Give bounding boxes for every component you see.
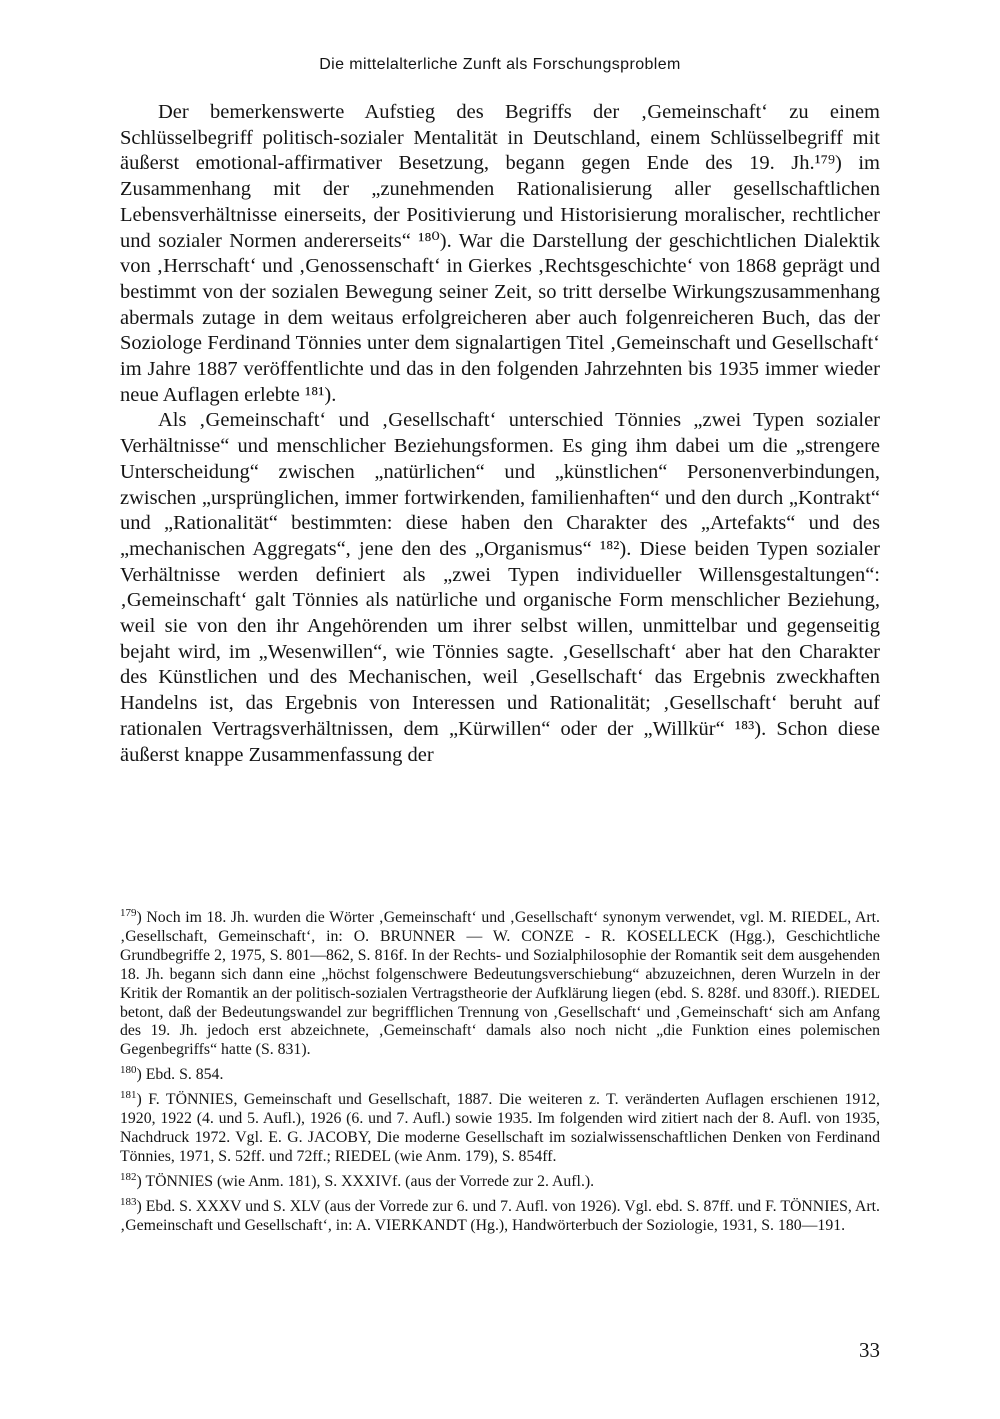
page-number: 33 [859,1338,880,1362]
body-paragraph: Der bemerkenswerte Aufstieg des Begriffs der ‚Gemeinschaft‘ zu einem Schlüsselbegriff politisch-sozialer Mentalität in Deutschland, einem Schlüsselbegriff mit äußerst emotional-affirmativer Besetzung, begann gegen Ende des 19. Jh.¹⁷⁹) im Zusammenhang mit der „zunehmenden Rationalisierung aller gesellschaftlichen Lebensverhältnisse einerseits, der Positivierung und Historisierung moralischer, rechtlicher und sozialer Normen andererseits“ ¹⁸⁰). War die Darstellung der geschichtlichen Dialektik von ‚Herrschaft‘ und ‚Genossenschaft‘ in Gierkes ‚Rechtsgeschichte‘ von 1868 geprägt und bestimmt von der sozialen Bewegung seiner Zeit, so tritt derselbe Wirkungszusammenhang abermals zutage in dem weitaus erfolgreicheren aber auch folgenreicheren Buch, das der Soziologe Ferdinand Tönnies unter dem signalartigen Titel ‚Gemeinschaft und Gesellschaft‘ im Jahre 1887 veröffentlichte und das in den folgenden Jahrzehnten bis 1935 immer wieder neue Auflagen erlebte ¹⁸¹). [120,101,880,406]
footnote-text: TÖNNIES (wie Anm. 181), S. XXXIVf. (aus der Vorrede zur 2. Aufl.). [145,1172,595,1190]
footnote-182: $^{182}$) TÖNNIES (wie Anm. 181), S. XXXIVf. (aus der Vorrede zur 2. Aufl.). [120,1170,595,1190]
footnote-text: Ebd. S. 854. [145,1066,224,1084]
footnote-marker: 183 [120,1195,137,1208]
footnotes [120,904,880,1237]
footnote-text: Ebd. S. XXXV und S. XLV (aus der Vorrede zur 6. und 7. Aufl. von 1926). Vgl. ebd. S. 87ff. und F. TÖNNIES, Art. ‚Gemeinschaft und Gesellschaft‘, in: A. VIERKANDT (Hg.), Handwörterbuch der Soziologie, 1931, S. 180—191. [120,1197,880,1234]
footnote-marker: 179 [120,907,137,919]
footnote-text: F. TÖNNIES, Gemeinschaft und Gesellschaft, 1887. Die weiteren z. T. veränderten Auflagen erschienen 1912, 1920, 1922 (4. und 5. Aufl.), 1926 (6. und 7. Aufl.) sowie 1935. Im folgenden wird zitiert nach der 8. Aufl. von 1935, Nachdruck 1972. Vgl. E. G. JACOBY, Die moderne Gesellschaft im sozialwissenschaftlichen Denken von Ferdinand Tönnies, 1971, S. 52ff. und 72ff.; RIEDEL (wie Anm. 179), S. 854ff. [120,1091,880,1165]
footnote-marker: 180 [120,1064,137,1077]
footnote-179: $^{179}$) Noch im 18. Jh. wurden die Wörter ‚Gemeinschaft‘ und ‚Gesellschaft‘ synonym verwendet, vgl. M. RIEDEL, Art. ‚Gesellschaft, Gemeinschaft‘, in: O. BRUNNER — W. CONZE - R. KOSELLECK (Hgg.), Geschichtliche Grundbegriffe 2, 1975, S. 801—862, S. 816f. In der Rechts- und Sozialphilosophie der Romantik seit dem ausgehenden 18. Jh. begann sich dann eine „höchst folgenschwere Bedeutungsverschiebung“ abzuzeichnen, deren Wurzeln in der Kritik der Romantik an der politisch-sozialen Vertragstheorie der Aufklärung liegen (ebd. S. 828f. und 830ff.). RIEDEL betont, daß der Bedeutungswandel zur begrifflichen Trennung von ‚Gesellschaft‘ und ‚Gemeinschaft‘ sich am Anfang des 19. Jh. jedoch erst abzeichnete, ‚Gemeinschaft‘ damals also noch nicht „die Funktion eines polemischen Gegenbegriffs“ hatte (S. 831). [120,907,880,1059]
footnote-marker: 182 [120,1170,137,1183]
running-head: Die mittelalterliche Zunft als Forschungsproblem [319,56,681,73]
body-text [120,100,880,768]
footnote-180: $^{180}$) Ebd. S. 854. [120,1064,224,1084]
footnote-183: $^{183}$) Ebd. S. XXXV und S. XLV (aus der Vorrede zur 6. und 7. Aufl. von 1926). Vgl. ebd. S. 87ff. und F. TÖNNIES, Art. ‚Gemeinschaft und Gesellschaft‘, in: A. VIERKANDT (Hg.), Handwörterbuch der Soziologie, 1931, S. 180—191. [120,1195,880,1234]
footnote-text: Noch im 18. Jh. wurden die Wörter ‚Gemeinschaft‘ und ‚Gesellschaft‘ synonym verwendet, vgl. M. RIEDEL, Art. ‚Gesellschaft, Gemeinschaft‘, in: O. BRUNNER — W. CONZE - R. KOSELLECK (Hgg.), Geschichtliche Grundbegriffe 2, 1975, S. 801—862, S. 816f. In der Rechts- und Sozialphilosophie der Romantik seit dem ausgehenden 18. Jh. begann sich dann eine „höchst folgenschwere Bedeutungsverschiebung“ abzuzeichnen, deren Wurzeln in der Kritik der Romantik an der politisch-sozialen Vertragstheorie der Aufklärung liegen (ebd. S. 828f. und 830ff.). RIEDEL betont, daß der Bedeutungswandel zur begrifflichen Trennung von ‚Gesellschaft‘ und ‚Gemeinschaft‘ sich am Anfang des 19. Jh. jedoch erst abzeichnete, ‚Gemeinschaft‘ damals also noch nicht „die Funktion eines polemischen Gegenbegriffs“ hatte (S. 831). [120,909,880,1059]
body-paragraph: Als ‚Gemeinschaft‘ und ‚Gesellschaft‘ unterschied Tönnies „zwei Typen sozialer Verhältnisse“ und menschlicher Beziehungsformen. Es ging ihm dabei um die „strengere Unterscheidung“ zwischen „natürlichen“ und „künstlichen“ Personenverbindungen, zwischen „ursprünglichen, immer fortwirkenden, familienhaften“ und den durch „Kontrakt“ und „Rationalität“ bestimmten: diese haben den Charakter des „Artefakts“ und des „mechanischen Aggregats“, jene den des „Organismus“ ¹⁸²). Diese beiden Typen sozialer Verhältnisse werden definiert als „zwei Typen individueller Willensgestaltungen“: ‚Gemeinschaft‘ galt Tönnies als natürliche und organische Form menschlicher Beziehung, weil sie von den ihr Angehörenden um ihrer selbst willen, unmittelbar und gegenseitig bejaht wird, im „Wesenwillen“, wie Tönnies sagte. ‚Gesellschaft‘ aber hat den Charakter des Künstlichen und des Mechanischen, weil ‚Gesellschaft‘ das Ergebnis zweckhaften Handelns ist, das Ergebnis von Interessen und Rationalität; ‚Gesellschaft‘ beruht auf rationalen Vertragsverhältnissen, dem „Kürwillen“ oder der „Willkür“ ¹⁸³). Schon diese äußerst knappe Zusammenfassung der [120,409,880,766]
footnote-181: $^{181}$) F. TÖNNIES, Gemeinschaft und Gesellschaft, 1887. Die weiteren z. T. veränderten Auflagen erschienen 1912, 1920, 1922 (4. und 5. Aufl.), 1926 (6. und 7. Aufl.) sowie 1935. Im folgenden wird zitiert nach der 8. Aufl. von 1935, Nachdruck 1972. Vgl. E. G. JACOBY, Die moderne Gesellschaft im sozialwissenschaftlichen Denken von Ferdinand Tönnies, 1971, S. 52ff. und 72ff.; RIEDEL (wie Anm. 179), S. 854ff. [120,1089,880,1165]
footnote-marker: 181 [120,1089,137,1102]
